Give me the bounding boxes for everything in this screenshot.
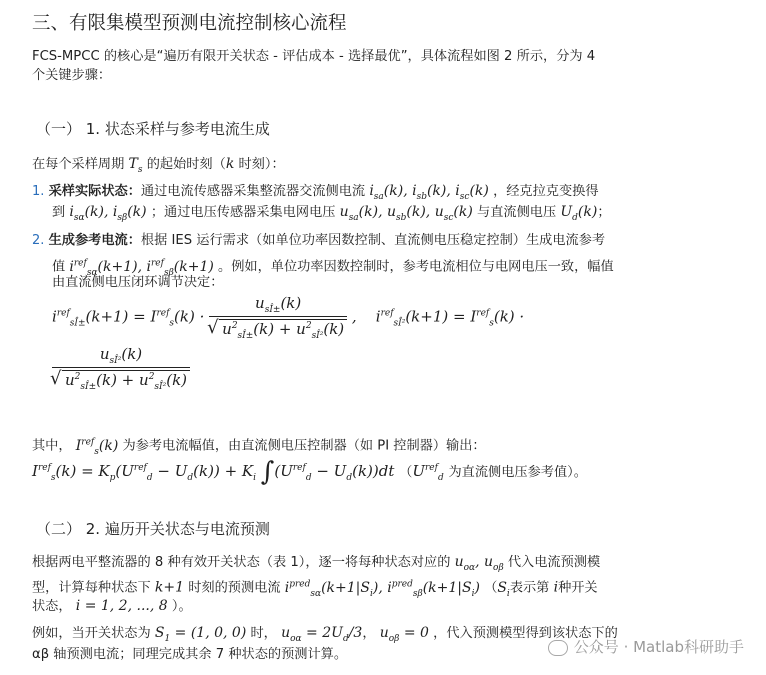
list-item-1-line-1: 1. 采样实际状态：通过电流传感器采集整流器交流侧电流 $i_{sa}(k)$, $i_{sb}(k)$, $i_{sc}(k)$ ，经克拉克变换得 [32,183,599,202]
example-line-2: αβ 轴预测电流；同理完成其余 7 种状态的预测计算。 [32,647,348,662]
wechat-icon [548,640,568,656]
equation-ref-current-beta-frac: $u_{sÎ^2}(k)$ √ $u^2_{sÎ\pm}(k) + u^2_{sÎ^2}(k)$ [52,345,190,392]
equation-pi-controller: $I^{ref}_s(k) = K_p(U^{ref}_d - U_d(k)) + K_i$ $\int(U^{ref}_d - U_d(k))dt$ （$U^{ref}_d$ 为直流侧电压参考值）。 [32,457,587,487]
page-heading: 三、有限集模型预测电流控制核心流程 [32,13,347,34]
list-item-1-line-2: 到 $i_{s\alpha}(k)$, $i_{s\beta}(k)$ ；通过电压传感器采集电网电压 $u_{sa}(k)$, $u_{sb}(k)$, $u_{sc}(k)$ 与直流侧电压 $U_d(k)$； [52,204,611,223]
intro-line-2: 个关键步骤： [32,68,112,83]
section-1-title: （一） 1. 状态采样与参考电流生成 [36,120,270,138]
s2-line-3: 状态， i = 1, 2, ..., 8 ）。 [32,598,192,614]
list-item-2-line-3: 由直流侧电压闭环调节决定： [52,275,224,290]
intro-line-1: FCS-MPCC 的核心是“遍历有限开关状态 - 评估成本 - 选择最优”，具体流程如图 2 所示，分为 4 [32,49,596,64]
s2-line-2: 型，计算每种状态下 k+1 时刻的预测电流 $i^{pred}_{s\alpha}(k+1|S_i)$, $i^{pred}_{s\beta}(k+1|S_i)$ （$S_i$表示第 i种开关 [32,579,598,599]
equation-ref-current-alpha: $i^{ref}_{sÎ\pm}(k+1) = I^{ref}_s(k)$ · $u_{sÎ\pm}(k)$ √ $u^2_{sÎ\pm}(k) + u^2_{sÎ^2}(k)$ , $i^{ref}_{sÎ^2}(k+1) = I^{ref}_s(k)$ · [52,294,524,341]
list-item-2-line-1: 2. 生成参考电流：根据 IES 运行需求（如单位功率因数控制、直流侧电压稳定控制）生成电流参考 [32,233,606,248]
s2-line-1: 根据两电平整流器的 8 种有效开关状态（表 1），逐一将每种状态对应的 $u_{o\alpha}$, $u_{o\beta}$ 代入电流预测模 [32,554,601,573]
list-item-2-line-2: 值 $i^{ref}_{s\alpha}(k+1)$, $i^{ref}_{s\beta}(k+1)$ 。例如，单位功率因数控制时，参考电流相位与电网电压一致，幅值 [52,258,614,278]
example-line-1: 例如，当开关状态为 $S_1 = (1$, 0, 0) 时， $u_{o\alpha} = 2U_d/3$， $u_{o\beta} = 0$ ，代入预测模型得到该状态下的 [32,625,618,644]
section-2-title: （二） 2. 遍历开关状态与电流预测 [36,520,270,538]
s1-lead: 在每个采样周期 $T_s$ 的起始时刻（k 时刻）： [32,156,285,175]
where-line: 其中， $I^{ref}_s(k)$ 为参考电流幅值，由直流侧电压控制器（如 PI 控制器）输出： [32,437,486,457]
wechat-watermark: 公众号 · Matlab科研助手 [548,636,744,657]
